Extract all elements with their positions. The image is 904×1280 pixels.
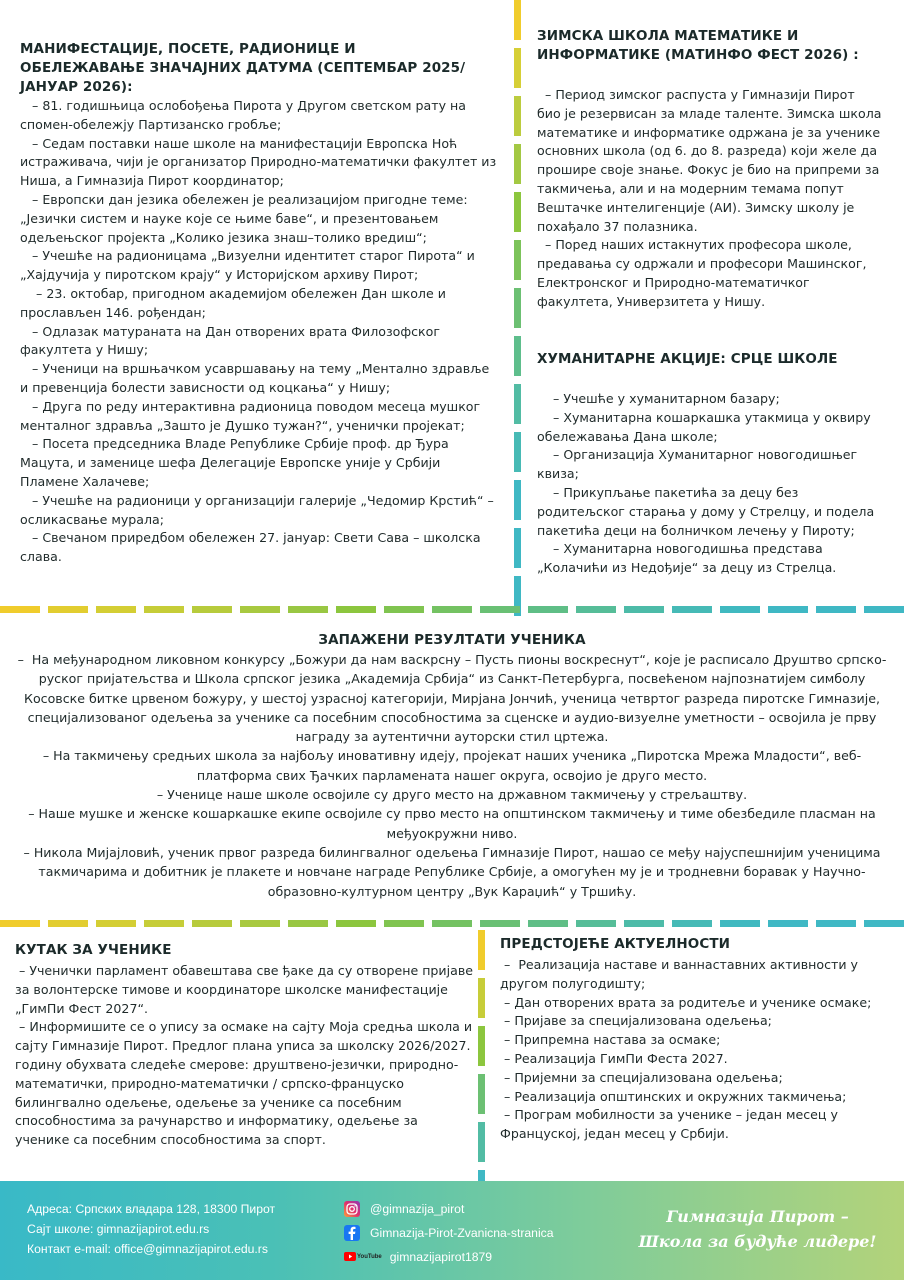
list-item: – Припремна настава за осмаке; bbox=[500, 1032, 721, 1048]
list-item: – Реализација ГимПи Феста 2027. bbox=[500, 1050, 728, 1066]
events-list bbox=[20, 97, 500, 567]
list-item: – Ученици на вршњачком усавршавању на тему „Ментално здравље и превенција болести зависности од коцкања“ у Нишу; bbox=[20, 361, 494, 395]
list-item: – Дан отворених врата за родитеље и ученике осмаке; bbox=[500, 994, 872, 1010]
social-instagram[interactable] bbox=[344, 1198, 554, 1219]
list-item: – Друга по реду интерактивна радионица поводом месеца мушког менталног здравља „Зашто је Душко тужан?“, ученички пројекат; bbox=[20, 398, 485, 433]
list-item: – 23. октобар, пригодном академијом обележен Дан школе и прослављен 146. рођендан; bbox=[20, 285, 450, 320]
youtube-channel: gimnazijapirot1879 bbox=[389, 1249, 493, 1264]
list-item: – Учешће на радионицама „Визуелни идентитет старог Пирота“ и „Хајдучија у пиротском крају“ у Историјском архиву Пирот; bbox=[20, 248, 479, 283]
list-item: – Наше мушке и женске кошаркашке екипе освојиле су прво место на општинском такмичењу и тиме обезбедиле пласман на међуокружни ниво. bbox=[28, 806, 880, 841]
footer-email[interactable]: Контакт e-mail: office@gimnazijapirot.edu.rs bbox=[27, 1242, 268, 1256]
list-item: – Реализација општинских и окружних такмичења; bbox=[500, 1088, 847, 1104]
student-corner-title: КУТАК ЗА УЧЕНИКЕ bbox=[15, 942, 172, 958]
list-item: – Прикупљање пакетића за децу без родитељског старања у дому у Стрелцу, и подела пакетића деци на болничком лечењу у Пироту; bbox=[537, 484, 879, 538]
humanitarian-section bbox=[537, 350, 882, 578]
vertical-separator-top bbox=[514, 0, 521, 624]
vertical-separator-bottom bbox=[478, 930, 485, 1218]
winter-school-list bbox=[537, 86, 886, 312]
list-item: – 81. годишњица ослобођења Пирота у Другом светском рату на спомен-обележју Партизанско гробље; bbox=[20, 98, 471, 132]
list-item: – Пријаве за специјализована одељења; bbox=[500, 1013, 772, 1029]
footer-slogan bbox=[630, 1204, 885, 1254]
list-item: – Посета председника Владе Републике Србије проф. др Ђура Мацута, и заменице шефа Делегације Европске уније у Србији Пламене Халачеве; bbox=[20, 436, 453, 489]
footer-social bbox=[344, 1198, 554, 1267]
footer bbox=[0, 1181, 904, 1280]
list-item: – На такмичењу средњих школа за најбољу иновативну идеју, пројекат наших ученика „Пиротска Мрежа Младости“, веб-платформа свих Ђачких парламената нашег округа, освојио је друго место. bbox=[42, 748, 862, 783]
footer-contact bbox=[27, 1199, 275, 1259]
facebook-icon bbox=[344, 1225, 360, 1241]
slogan-line-1: Гимназија Пирот – bbox=[666, 1207, 849, 1226]
upcoming-title: ПРЕДСТОЈЕЋЕ АКТУЕЛНОСТИ bbox=[500, 936, 731, 952]
list-item: – Организација Хуманитарног новогодишњег квиза; bbox=[537, 447, 862, 482]
footer-address: Адреса: Српских владара 128, 18300 Пирот bbox=[27, 1202, 276, 1216]
events-title: МАНИФЕСТАЦИЈЕ, ПОСЕТЕ, РАДИОНИЦЕ И ОБЕЛЕЖАВАЊЕ ЗНАЧАЈНИХ ДАТУМА (СЕПТЕМБАР 2025/ ЈАНУАР 2026): bbox=[20, 41, 466, 95]
winter-school-title: ЗИМСКА ШКОЛА МАТЕМАТИКЕ И ИНФОРМАТИКЕ (МАТИНФО ФЕСТ 2026) : bbox=[537, 28, 859, 63]
humanitarian-title: ХУМАНИТАРНЕ АКЦИЈЕ: СРЦЕ ШКОЛЕ bbox=[537, 351, 838, 367]
list-item: – Учешће у хуманитарном базару; bbox=[537, 391, 780, 406]
instagram-handle: @gimnazija_pirot bbox=[370, 1201, 465, 1216]
results-section bbox=[10, 631, 894, 901]
events-section bbox=[20, 40, 500, 567]
list-item: – Никола Мијајловић, ученик првог разреда билингвалног одељења Гимназије Пирот, нашао се међу најуспешнијим ученицима такмичарима и добитник је плакете и новчане награде Републике Србије, а омогућен му је и тродневни боравак у Научно-образовно-културном центру „Вук Караџић“ у Тршићу. bbox=[23, 844, 885, 899]
list-item: – Период зимског распуста у Гимназији Пирот био је резервисан за младе таленте. Зимска школа математике и информатике одржана је за ученике основних школа (од 6. до 8. разреда) који желе да прошире своје знање. Фокус је био на припреми за такмичења, али и на модерним темама попут Вештачке интелигенције (АИ). Зимску школу је похађало 37 полазника. bbox=[537, 87, 886, 234]
humanitarian-list bbox=[537, 390, 882, 578]
list-item: – Реализација наставе и ваннаставних активности у другом полугодишту; bbox=[500, 957, 863, 991]
horizontal-separator-1 bbox=[0, 606, 904, 613]
results-list bbox=[10, 650, 894, 901]
social-youtube[interactable] bbox=[344, 1246, 554, 1267]
list-item: – Информишите се о упису за осмаке на сајту Моја средња школа и сајту Гимназије Пирот. Предлог плана уписа за школску 2026/2027. годину обухвата следеће смерове: друштвено-језички, природно-математички, природно-математички / српско-француско билингвално одељење, одељење за ученике са посебним способностима за рачунарство и информатику, одељење за ученике са посебним способностима за спорт. bbox=[15, 1019, 477, 1148]
winter-school-section bbox=[537, 27, 886, 312]
list-item: – Ученице наше школе освојиле су друго место на државном такмичењу у стрељаштву. bbox=[156, 787, 748, 803]
list-item: – Програм мобилности за ученике – један месец у Француској, један месец у Србији. bbox=[500, 1107, 842, 1142]
list-item: – Пријемни за специјализована одељења; bbox=[500, 1069, 783, 1085]
student-corner-list bbox=[15, 962, 478, 1150]
list-item: – Одлазак матураната на Дан отворених врата Филозофског факултета у Нишу; bbox=[20, 323, 444, 358]
list-item: – Хуманитарна новогодишња представа „Колачићи из Недођије“ за децу из Стрелца. bbox=[537, 541, 837, 576]
slogan-line-2: Школа за будуће лидере! bbox=[638, 1232, 877, 1251]
list-item: – Поред наших истакнутих професора школе, предавања су одржали и професори Машинског, Електронског и Природно-математичког факултета, Универзитета у Нишу. bbox=[537, 237, 871, 309]
list-item: – Седам поставки наше школе на манифестацији Европска Ноћ истраживача, чији је организатор Природно-математички факултет из Ниша, а Гимназија Пирот координатор; bbox=[20, 135, 501, 189]
horizontal-separator-2 bbox=[0, 920, 904, 927]
student-corner-section bbox=[15, 941, 478, 1150]
instagram-icon bbox=[344, 1201, 360, 1217]
facebook-page: Gimnazija-Pirot-Zvanicna-stranica bbox=[370, 1225, 554, 1240]
results-title: ЗАПАЖЕНИ РЕЗУЛТАТИ УЧЕНИКА bbox=[318, 632, 586, 648]
footer-website[interactable]: Сајт школе: gimnazijapirot.edu.rs bbox=[27, 1222, 210, 1236]
list-item: – Хуманитарна кошаркашка утакмица у оквиру обележавања Дана школе; bbox=[537, 409, 875, 444]
youtube-icon-label: YouTube bbox=[357, 1253, 382, 1260]
upcoming-section bbox=[500, 935, 880, 1144]
list-item: – Учешће на радионици у организацији галерије „Чедомир Крстић“ – осликасвање мурала; bbox=[20, 492, 498, 527]
list-item: – Европски дан језика обележен је реализацијом пригодне теме: „Језички систем и науке које се њиме баве“, и презентовањем одељењског пројекта „Колико језика знаш–толико вредиш“; bbox=[20, 191, 472, 245]
list-item: – На међународном ликовном конкурсу „Божури да нам васкрсну – Пусть пионы воскреснут“, које је расписало Друштво српско-руског пријатељства и Школа српског језика „Академија Србија“ из Санкт-Петербурга, посвећеном најпознатијем симболу Косовске битке црвеном божуру, у шестој узрасној категорији, Мирјана Јончић, ученица четвртог разреда пиротске Гимназије, специјализованог одељења за ученике са посебним способностима за сценске и аудио-визуелне уметности – освојила је прву награду за аутентични ауторски стил цртежа. bbox=[17, 652, 887, 745]
list-item: – Ученички парламент обавештава све ђаке да су отворене пријаве за волонтерске тимове и координаторе школске манифестације „ГимПи Фест 2027“. bbox=[15, 963, 478, 1016]
youtube-icon bbox=[344, 1252, 382, 1261]
list-item: – Свечаном приредбом обележен 27. јануар: Свети Сава – школска слава. bbox=[20, 530, 485, 565]
social-facebook[interactable] bbox=[344, 1222, 554, 1243]
upcoming-list bbox=[500, 956, 880, 1144]
